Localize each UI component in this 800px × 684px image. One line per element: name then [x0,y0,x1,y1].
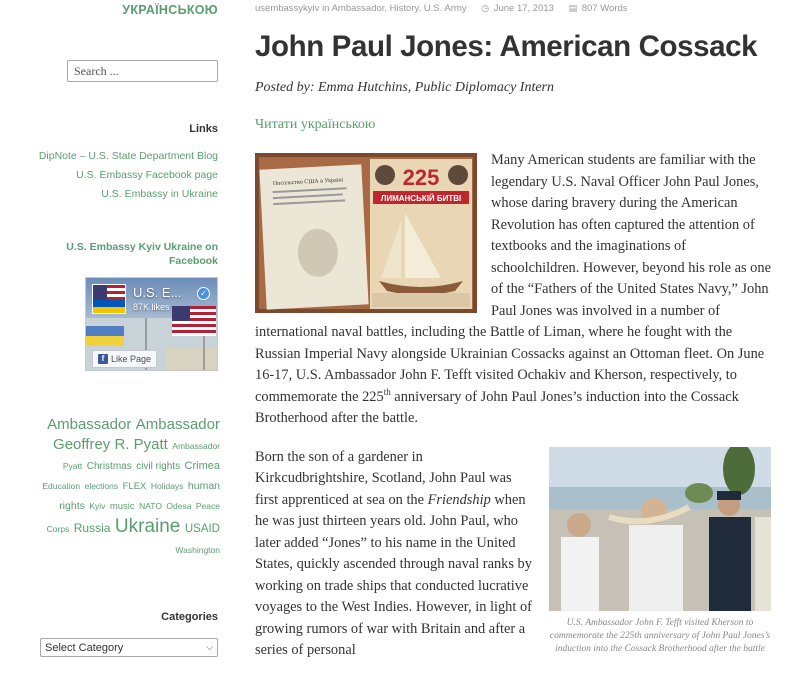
tag-link[interactable]: NATO [139,501,162,511]
links-list [39,147,218,204]
embassy-facebook-link[interactable]: U.S. Embassy Facebook page [76,169,218,181]
tag-link[interactable]: Peace Corps [46,501,220,534]
facebook-profile-flag[interactable] [92,284,126,314]
poster-small-text: Посольство США в Україні [272,177,344,188]
post-title: John Paul Jones: American Cossack [255,30,758,63]
read-in-ukrainian-link[interactable]: Читати українською [255,117,376,132]
facebook-f-icon: f [98,354,108,364]
photo-figure [549,447,771,656]
category-select-value: Select Category [45,641,124,654]
tag-link[interactable]: Holidays [150,481,184,491]
word-count: 807 Words [581,3,628,14]
links-widget-title: Links [189,123,218,135]
links-item [39,147,218,166]
tag-link[interactable]: Ukraine [114,516,181,537]
post-byline: Posted by: Emma Hutchins, Public Diplomacy Intern [255,80,554,95]
tag-link[interactable]: Kyiv [89,501,106,511]
post-date[interactable]: June 17, 2013 [493,3,554,14]
ambassador-kherson-photo[interactable] [549,447,771,611]
verified-check-icon: ✓ [197,287,210,300]
tag-link[interactable]: FLEX [122,481,147,492]
paragraph1-text: Many American students are familiar with the legendary U.S. Naval Officer John Paul Jones, whose daring bravery during the American Revolution has often captured the attention of textbooks and the imaginations of schoolchildren. However, beyond his role as one of the “Fathers of the United States Navy,” John Paul Jones was involved in a number of international naval battles, including the Battle of Liman, where he fought with the Russian Imperial Navy alongside Ukrainian Cossacks against an Ottoman fleet. On June 16-17, U.S. Ambassador John F. Tefft visited Ochakiv and Kherson, respectively, to commemorate the 225 [255,152,771,405]
tag-link[interactable]: civil rights [136,461,181,472]
tag-link[interactable]: elections [84,481,119,491]
embassy-ukraine-link[interactable]: U.S. Embassy in Ukraine [101,188,218,200]
paragraph1-text-end: anniversary of John Paul Jones’s induction into the Cossack Brotherhood after the battle. [255,388,739,426]
paragraph2-text: Born the son of a gardener in Kirkcudbrightshire, Scotland, John Paul was first apprenticed at sea on the [255,448,512,508]
facebook-likes-count: 87K likes [133,302,170,312]
sidebar [0,0,232,684]
dipnote-link[interactable]: DipNote – U.S. State Department Blog [38,150,218,162]
entry-meta [255,3,775,14]
facebook-page-name[interactable]: U.S. E... [133,285,182,300]
tag-link[interactable]: USAID [184,523,220,535]
author-link[interactable]: usembassykyiv [255,3,320,14]
clock-icon: ◷ [481,4,490,14]
tag-link[interactable]: Ambassador Geoffrey R. Pyatt [53,416,220,453]
photo-caption: U.S. Ambassador John F. Tefft visited Kherson to commemorate the 225th anniversary of John Paul Jones’s induction into the Cossack Brotherhood after the battle [549,617,771,654]
article-body [255,150,771,679]
paragraph1-superscript: th [383,386,391,397]
links-item [39,185,218,204]
tag-link[interactable]: Washington [175,544,220,555]
tag-link[interactable]: Russia [73,521,111,535]
tag-link[interactable]: human rights [59,480,220,512]
tag-link[interactable]: Education [42,481,81,491]
search-input[interactable] [67,60,218,82]
us-flag-image [172,306,216,336]
commemoration-poster-image[interactable] [255,153,477,313]
tag-link[interactable]: Crimea [184,460,220,472]
meta-in-word: in [322,3,330,14]
facebook-page-plugin[interactable] [85,277,218,371]
article-paragraph [255,150,771,430]
facebook-widget-title: U.S. Embassy Kyiv Ukraine on Facebook [66,241,218,267]
tag-link[interactable]: music [109,501,135,512]
ukrainian-language-link[interactable]: УКРАЇНСЬКОЮ [122,3,218,17]
article-paragraph [255,447,771,662]
paragraph2-text-end: when he was just thirteen years old. John Paul, who later added “Jones” to his name in the United States, quickly ascended through naval ranks by working on trade ships that conducted lucrative voyages to the West Indies. However, in light of growing rumors of war with Britain and after a series of personal [255,491,532,658]
poster-banner: ЛИМАНСЬКІЙ БИТВІ [380,194,462,203]
poster-number: 225 [402,165,440,190]
tag-link[interactable]: Ambassador Pyatt [62,441,220,471]
like-page-label: Like Page [111,354,152,364]
facebook-like-page-button[interactable] [92,350,157,368]
document-icon: ▤ [568,4,578,14]
main-content [255,0,770,684]
tag-link[interactable]: Christmas [86,461,132,472]
category-select[interactable] [40,638,218,657]
tag-cloud [36,415,220,559]
tag-link[interactable]: Ambassador [47,416,132,433]
category-links[interactable]: Ambassador, History, U.S. Army [331,3,467,14]
tag-link[interactable]: Odesa [166,501,192,511]
chevron-down-icon: ⌵ [206,642,213,653]
categories-widget-title: Categories [161,611,218,623]
ship-name-italic: Friendship [427,491,491,508]
links-item [39,166,218,185]
